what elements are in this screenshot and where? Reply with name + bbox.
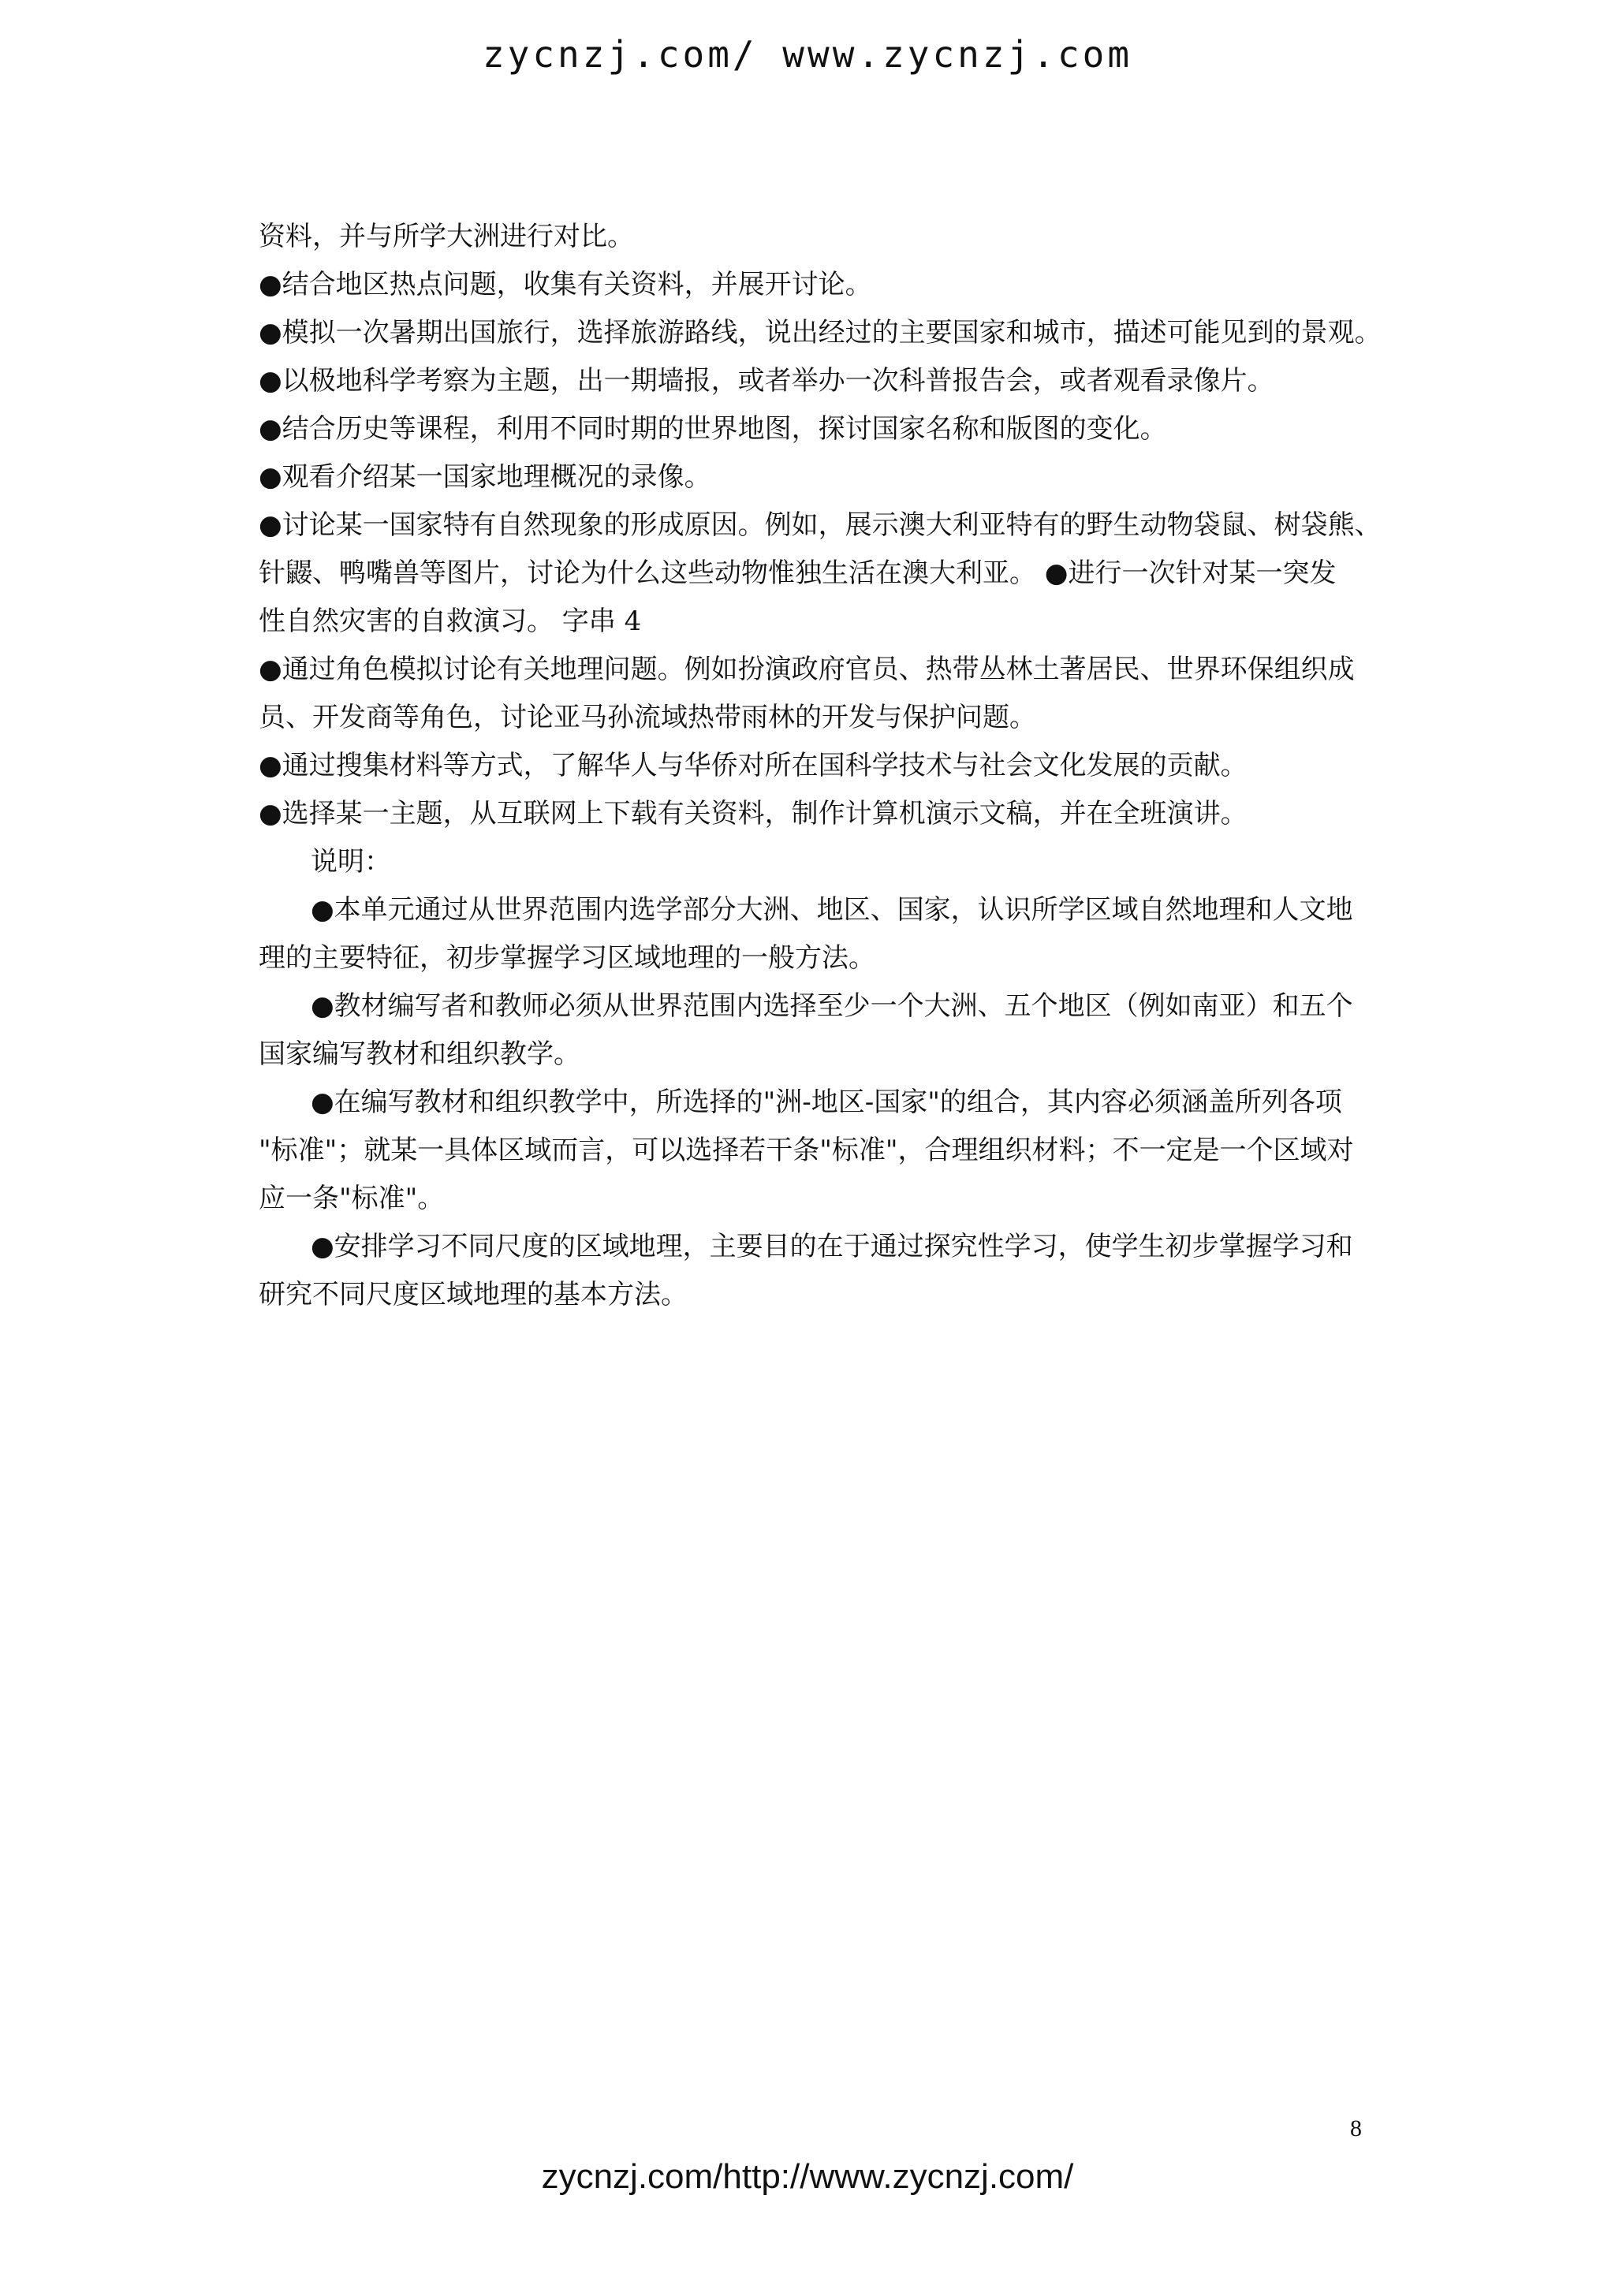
body-line: 国家编写教材和组织教学。 xyxy=(259,1038,580,1070)
bullet-item: ●本单元通过从世界范围内选学部分大洲、地区、国家，认识所学区域自然地理和人文地 xyxy=(311,894,1353,926)
body-line: 针鼹、鸭嘴兽等图片，讨论为什么这些动物惟独生活在澳大利亚。 ●进行一次针对某一突发 xyxy=(259,557,1337,589)
body-line: 研究不同尺度区域地理的基本方法。 xyxy=(259,1279,688,1310)
bullet-item: ●通过角色模拟讨论有关地理问题。例如扮演政府官员、热带丛林土著居民、世界环保组织成 xyxy=(259,654,1355,685)
bullet-item: ●选择某一主题，从互联网上下载有关资料，制作计算机演示文稿，并在全班演讲。 xyxy=(259,798,1248,829)
bullet-item: ●观看介绍某一国家地理概况的录像。 xyxy=(259,461,711,493)
header-watermark: zycnzj.com/ www.zycnzj.com xyxy=(482,33,1133,76)
bullet-item: ●教材编写者和教师必须从世界范围内选择至少一个大洲、五个地区（例如南亚）和五个 xyxy=(311,990,1353,1022)
bullet-item: ●模拟一次暑期出国旅行，选择旅游路线，说出经过的主要国家和城市，描述可能见到的景观。 xyxy=(259,317,1382,348)
bullet-item: ●在编写教材和组织教学中，所选择的"洲-地区-国家"的组合，其内容必须涵盖所列各项 xyxy=(311,1086,1342,1118)
bullet-item: ●安排学习不同尺度的区域地理，主要目的在于通过探究性学习，使学生初步掌握学习和 xyxy=(311,1231,1353,1262)
document-body xyxy=(259,213,1382,1319)
body-line: 资料，并与所学大洲进行对比。 xyxy=(259,221,634,252)
body-line: 应一条"标准"。 xyxy=(259,1183,445,1214)
body-line: "标准"；就某一具体区域而言，可以选择若干条"标准"，合理组织材料；不一定是一个区域对 xyxy=(259,1135,1354,1166)
body-line: 性自然灾害的自救演习。 字串 4 xyxy=(259,606,642,637)
bullet-item: ●通过搜集材料等方式，了解华人与华侨对所在国科学技术与社会文化发展的贡献。 xyxy=(259,750,1248,781)
section-heading: 说明： xyxy=(311,846,391,878)
bullet-item: ●结合历史等课程，利用不同时期的世界地图，探讨国家名称和版图的变化。 xyxy=(259,413,1167,445)
bullet-item: ●讨论某一国家特有自然现象的形成原因。例如，展示澳大利亚特有的野生动物袋鼠、树袋熊、 xyxy=(259,509,1382,541)
body-line: 理的主要特征，初步掌握学习区域地理的一般方法。 xyxy=(259,942,875,974)
bullet-item: ●结合地区热点问题，收集有关资料，并展开讨论。 xyxy=(259,269,872,300)
body-line: 员、开发商等角色，讨论亚马孙流域热带雨林的开发与保护问题。 xyxy=(259,702,1036,733)
footer-watermark: zycnzj.com/http://www.zycnzj.com/ xyxy=(541,2157,1074,2196)
page-number: 8 xyxy=(1350,2115,1362,2141)
bullet-item: ●以极地科学考察为主题，出一期墙报，或者举办一次科普报告会，或者观看录像片。 xyxy=(259,365,1274,397)
